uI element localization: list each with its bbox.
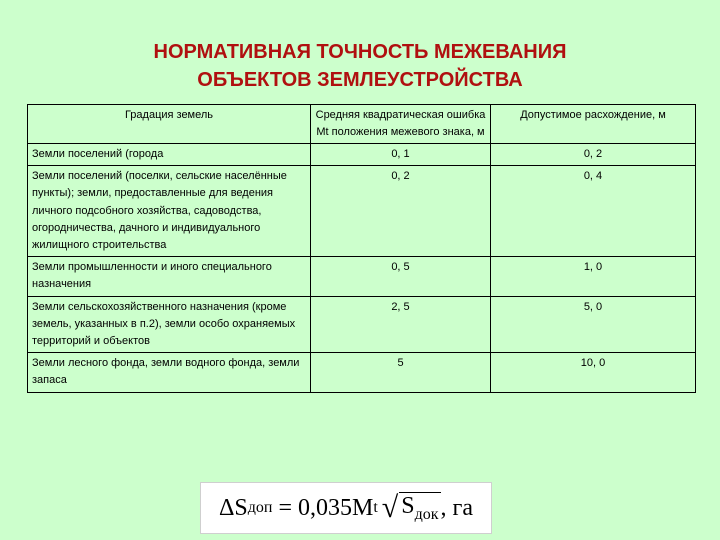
error-value-cell: 2, 5 [311,296,491,353]
table-row [28,166,696,257]
land-category-cell: Земли промышленности и иного специального назначения [28,257,311,296]
page-title [0,38,720,94]
formula-unit: , га [440,494,474,521]
land-category-cell: Земли поселений (поселки, сельские населённые пункты); земли, предоставленные для ведения личного подсобного хозяйства, садоводства, огородничества, дачного и индивидуального жилищного строительства [28,166,311,257]
formula-delta-s: ΔS [218,494,248,521]
formula-radicand [399,492,440,524]
title-line-1: НОРМАТИВНАЯ ТОЧНОСТЬ МЕЖЕВАНИЯ [153,41,567,63]
header-allowed-deviation: Допустимое расхождение, м [491,105,696,144]
header-mean-square-error: Средняя квадратическая ошибка Mt положения межевого знака, м [311,105,491,144]
deviation-value-cell: 10, 0 [491,353,696,392]
tolerance-formula [200,482,492,534]
table-row [28,353,696,392]
square-root-sign: √ [381,491,399,524]
error-value-cell: 0, 2 [311,166,491,257]
deviation-value-cell: 1, 0 [491,257,696,296]
table-row [28,296,696,353]
formula-sub-dop: доп [247,499,273,516]
formula-sub-dok: док [414,506,439,523]
land-category-cell: Земли поселений (города [28,144,311,166]
header-land-category: Градация земель [28,105,311,144]
error-value-cell: 5 [311,353,491,392]
title-line-2: ОБЪЕКТОВ ЗЕМЛЕУСТРОЙСТВА [197,69,523,91]
formula-equals-coefficient: = 0,035M [278,494,374,521]
deviation-value-cell: 5, 0 [491,296,696,353]
error-value-cell: 0, 5 [311,257,491,296]
land-category-cell: Земли сельскохозяйственного назначения (кроме земель, указанных в п.2), земли особо охраняемых территорий и объектов [28,296,311,353]
table-header-row [28,105,696,144]
table-row [28,144,696,166]
error-value-cell: 0, 1 [311,144,491,166]
formula-sub-t: t [373,499,378,516]
deviation-value-cell: 0, 4 [491,166,696,257]
formula-s: S [401,493,415,519]
table-row [28,257,696,296]
land-category-cell: Земли лесного фонда, земли водного фонда, земли запаса [28,353,311,392]
deviation-value-cell: 0, 2 [491,144,696,166]
accuracy-table [27,104,696,393]
